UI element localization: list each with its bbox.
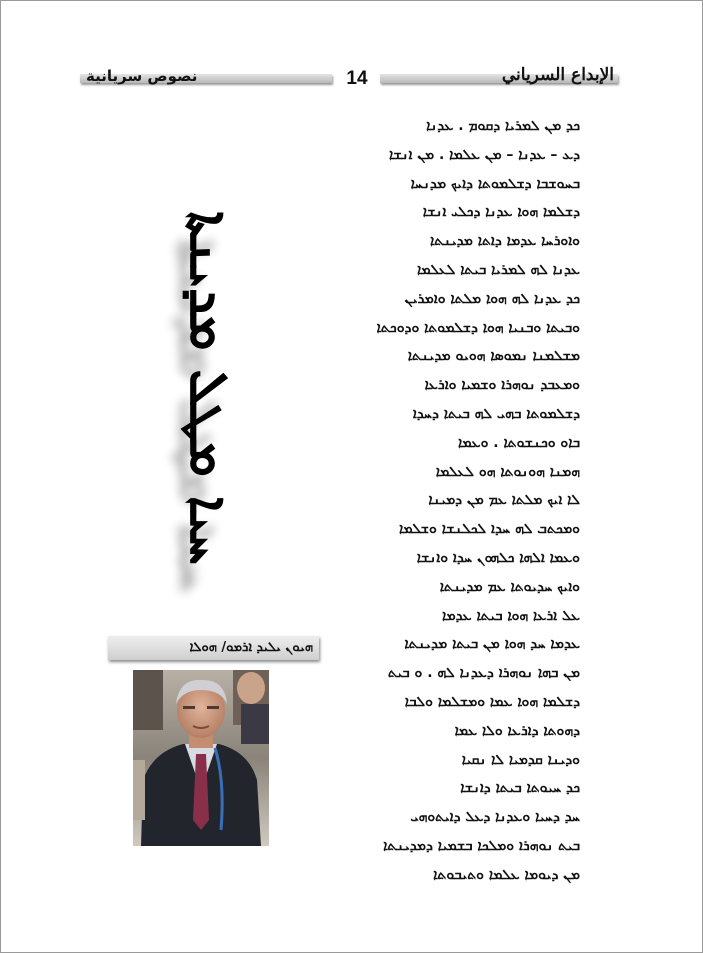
- page-number: 14: [346, 68, 368, 89]
- author-name: ܗܝܘܢ ܝܠܝܕ ܐܪܡܘ/ ܗܘܠܐ: [189, 640, 313, 655]
- poem-line: ܘܡܟܬܒ ܠܗ ܚܕܐ ܠܟܠܢܫܐ ܘܫܠܡܐ: [398, 521, 580, 538]
- magazine-title: الإبداع السرياني: [501, 65, 614, 85]
- poem-line: ܡܢ ܕܝܘܡܐ ܥܠܡܐ ܘܬܝܒܘܬܐ: [433, 866, 580, 883]
- poem-line: ܟܕ ܥܕܢܐ ܠܗ ܗܘܐ ܡܠܬܐ ܘܐܡܪܝܢ: [404, 290, 580, 307]
- poem-line: ܟܕ ܡܢ ܠܡܪܝܐ ܕܩܘܡ . ܥܕܢܐ: [426, 118, 580, 134]
- poem-title-block: [110, 148, 310, 628]
- poem-line: ܥܕܢܐ ܠܗ ܠܡܪܝܐ ܒܝܬܐ ܠܥܠܡܐ: [417, 261, 580, 278]
- poem-line: ܚܕ ܕܚܝܐ ܘܥܕܢܐ ܕܥܠ ܕܐܝܬܘܗܝ: [410, 809, 580, 826]
- author-strip: [108, 636, 319, 660]
- poem-line: ܘܥܡܐ ܐܠܗܐ ܟܠܗܘܢ ܚܕܐ ܘܐܢܫܐ: [416, 549, 580, 566]
- poem-line: ܕܥ – ܥܕܢܐ – ܡܢ ܥܠܡܐ . ܡܢ ܐܢܫܐ: [388, 146, 580, 163]
- poem-line: ܥܕܡܐ ܚܕ ܗܘܐ ܡܢ ܒܝܬܐ ܡܕܝܢܬܐ: [404, 636, 580, 653]
- poem-line: ܗܡܢܐ ܗܘܢܘܬܐ ܗܘ ܠܥܠܡܐ: [435, 463, 580, 480]
- poem-title: ܚܝܐ ܡܛܠ ܡܕܝܢܬܐ: [178, 211, 242, 565]
- author-photo: [133, 670, 269, 846]
- poem-line: ܡܫܠܡܢܐ ܢܡܘܣܐ ܗܘܝܘ ܡܕܝܢܬܐ: [407, 348, 580, 365]
- poem-line: ܘܒܝܬܐ ܘܒܢܝܐ ܗܘܐ ܕܫܠܡܘܬܐ ܘܕܘܟܬܐ: [376, 319, 580, 336]
- poem-line: ܒܚܘܫܒܐ ܕܫܠܡܘܬܐ ܕܐܝܟ ܡܕܢܚܐ: [410, 175, 580, 192]
- poem-line: ܘܕܝܢܐ ܩܕܡܝܐ ܠܐ ܢܩܝܐ: [461, 751, 580, 768]
- poem-line: ܘܐܝܟ ܚܕܝܘܬܐ ܥܡ ܡܕܝܢܬܐ: [439, 578, 580, 595]
- poem-line: ܠܐ ܐܝܟ ܡܠܬܐ ܥܡ ܡܢ ܕܡܝܢܐ: [428, 492, 580, 509]
- poem-line: ܟܕ ܚܝܘܬܐ ܒܝܬܐ ܕܐܢܫܐ: [460, 780, 580, 797]
- poem-line: ܘܐܘܪܚܐ ܥܕܡܐ ܕܐܬܐ ܡܕܝܢܬܐ: [430, 233, 580, 250]
- section-title: نصوص سريانية: [86, 67, 198, 85]
- poem-text: [318, 112, 580, 890]
- poem-line: ܒܐܘ ܘܟܢܫܘܬܐ . ܘܥܡܐ: [458, 434, 580, 451]
- poem-line: ܕܫܠܡܘܬܐ ܒܗܝ ܠܗ ܒܝܬܐ ܕܚܕܐ: [412, 405, 580, 422]
- poem-line: ܡܢ ܒܗܐ ܢܘܗܪܐ ܕܥܕܢܐ ܠܗ . ܘ ܒܝܬ: [387, 665, 580, 682]
- poem-line: ܥܠ ܐܪܥܐ ܗܘܐ ܒܝܬܐ ܥܕܡܐ: [442, 607, 580, 624]
- poem-line: ܒܝܬ ܢܘܗܪܐ ܘܡܠܟܐ ܒܫܡܝܐ ܕܡܕܝܢܬܐ: [383, 837, 580, 854]
- poem-line: ܕܗܘܬܐ ܕܐܪܥܐ ܘܠܐ ܥܡܐ: [454, 722, 580, 739]
- author-portrait-image: [133, 670, 269, 846]
- poem-line: ܕܫܠܡܐ ܗܘܐ ܥܕܢܐ ܕܟܠܝ ܐܢܫܐ: [422, 204, 580, 221]
- poem-line: ܕܫܠܡܐ ܗܘܐ ܥܡܐ ܘܡܫܠܡܐ ܘܠܒܐ: [404, 693, 580, 710]
- poem-line: ܘܡܥܒܕ ܢܘܗܪܐ ܘܫܡܝܐ ܘܐܪܥܐ: [424, 377, 580, 394]
- page-header: [80, 64, 618, 94]
